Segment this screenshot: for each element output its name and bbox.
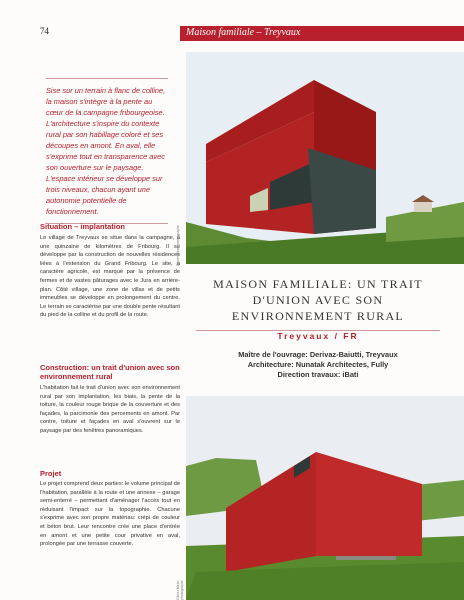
section-heading-projet: Projet <box>40 469 62 478</box>
page-number: 74 <box>40 26 49 36</box>
section-heading-situation: Situation – implantation <box>40 222 126 231</box>
photo-house-uphill <box>186 396 464 600</box>
photo-credit-top: Olivier Meier, photographe <box>176 225 180 267</box>
section-text-construction: L'habitation fait le trait d'union avec son environnement rural par son implantation, les biais, la pente de la toiture, la couleur rouge brique de la couverture et des façades, la parcimonie des percements en amont. Par contre, toiture et façades en aval s'ouvrent sur le paysage par des fenêtres panoramiques. <box>40 385 180 434</box>
credit-owner: Maître de l'ouvrage: Derivaz-Baiutti, Treyvaux <box>238 350 398 359</box>
section-text-projet: Le projet comprend deux parties: le volume principal de l'habitation, parallèle à la route et une annexe – garage semi-enterré – permettant d'aménager l'accès tout en réduisant l'impact sur la topographie. Chacune s'exprime avec son propre matériau: crépi de couleur et béton brut. Leur rencontre crée une place d'entrée en amont et une petite cour privative en aval, prolongée par une terrasse couverte. <box>40 481 180 548</box>
section-heading-construction: Construction: un trait d'union avec son environnement rural <box>40 363 180 381</box>
credits-block <box>196 350 440 380</box>
location-subtitle: Treyvaux / FR <box>277 331 359 341</box>
header-title: Maison familiale – Treyvaux <box>186 27 301 38</box>
main-title: MAISON FAMILIALE: UN TRAIT D'UNION AVEC SON ENVIRONNEMENT RURAL <box>213 277 423 323</box>
photo-house-downhill <box>186 52 464 264</box>
credit-architecture: Architecture: Nunatak Architectes, Fully <box>247 360 389 369</box>
section-text-situation: Le village de Treyvaux se situe dans la campagne, à une quinzaine de kilomètres de Fribourg. Il se développe par la construction de nouvelles résidences liées à l'extension du Grand Fribourg. Le site, à caractère agricole, est marqué par la présence de fermes et de vastes pâturages avec le Jura en arrière-plan. Côté village, une zone de villas et de petits immeubles se développe en prolongement du centre. Le terrain se caractérise par une double pente résultant du pied de la colline et du profil de la route. <box>40 235 180 319</box>
photo-credit-bottom: Olivier Meier, photographe <box>176 579 184 600</box>
intro-text: Sise sur un terrain à flanc de colline, la maison s'intègre à la pente au cœur de la campagne fribourgeoise. L'architecture s'inspire du contexte rural par son habillage coloré et ses découpes en amont. En aval, elle s'exprime tout en transparence avec son ouverture sur le paysage. L'espace intérieur se développe sur trois niveaux, chacun ayant une autonomie potentielle de fonctionnement. <box>46 78 168 224</box>
credit-direction: Direction travaux: iBati <box>277 370 359 379</box>
